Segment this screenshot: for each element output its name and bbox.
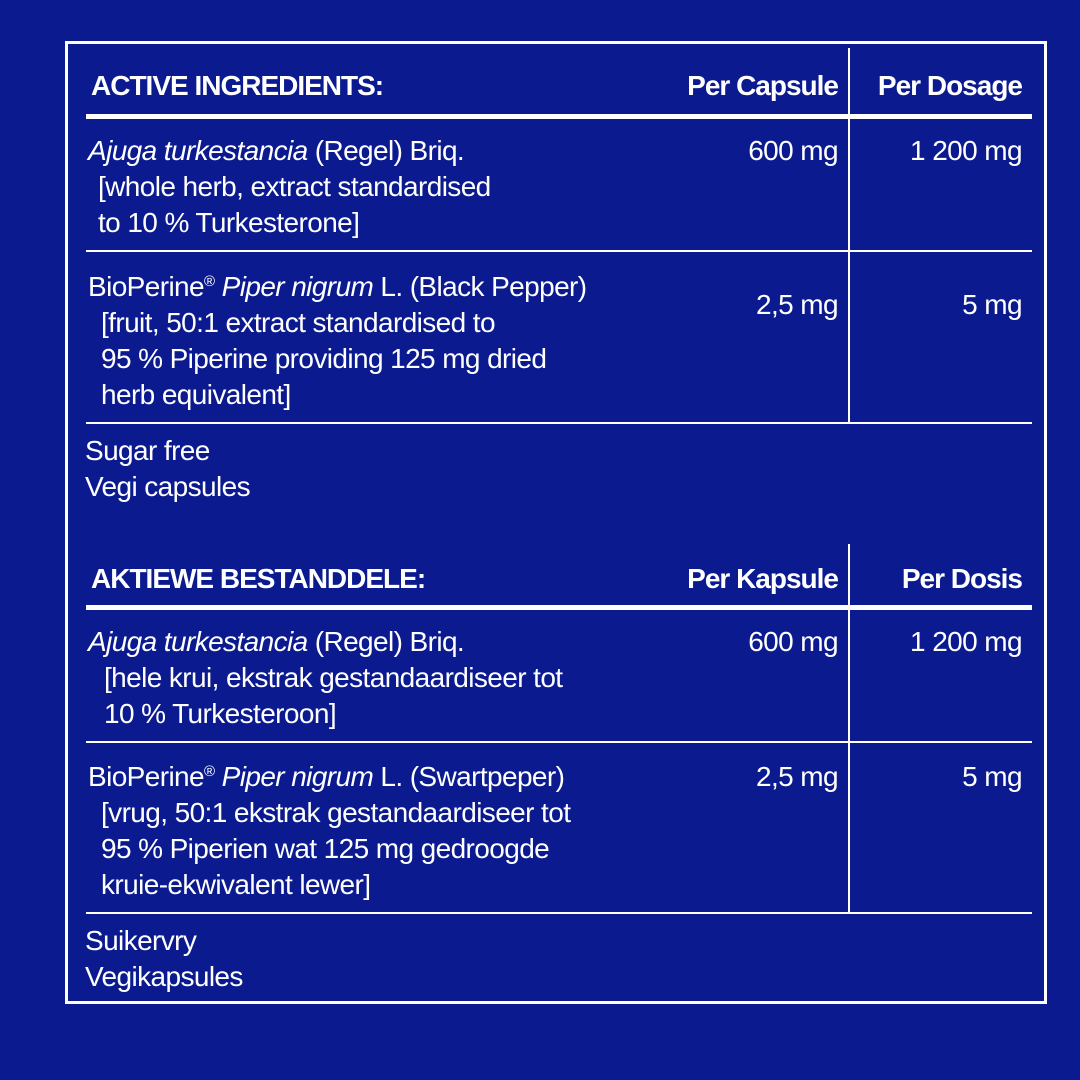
english-row-divider-1 bbox=[86, 250, 1032, 252]
english-col-per-dosage: Per Dosage bbox=[877, 70, 1022, 101]
english-note-2: Vegi capsules bbox=[85, 471, 250, 502]
afrikaans-row-2-name: BioPerine® Piper nigrum L. (Swartpeper) bbox=[88, 761, 565, 792]
afrikaans-row-1-name: Ajuga turkestancia (Regel) Briq. bbox=[88, 626, 465, 657]
english-row-2-detail-1: [fruit, 50:1 extract standardised to bbox=[101, 307, 495, 338]
afrikaans-col-per-dosis: Per Dosis bbox=[901, 563, 1022, 594]
afrikaans-note-2: Vegikapsules bbox=[85, 961, 243, 992]
afrikaans-row-2-detail-3: kruie-ekwivalent lewer] bbox=[101, 869, 371, 900]
afrikaans-column-divider bbox=[848, 544, 850, 914]
english-note-1: Sugar free bbox=[85, 435, 210, 466]
ingredients-panel bbox=[65, 41, 1047, 1004]
afrikaans-row-2-detail-2: 95 % Piperien wat 125 mg gedroogde bbox=[101, 833, 550, 864]
afrikaans-row-2-per-dose: 5 mg bbox=[962, 761, 1022, 792]
english-row-2-name: BioPerine® Piper nigrum L. (Black Pepper) bbox=[88, 271, 587, 302]
afrikaans-row-1-per-capsule: 600 mg bbox=[748, 626, 838, 657]
afrikaans-row-2-per-capsule: 2,5 mg bbox=[756, 761, 838, 792]
afrikaans-row-1-per-dose: 1 200 mg bbox=[910, 626, 1022, 657]
english-table-title: ACTIVE INGREDIENTS: bbox=[91, 70, 384, 101]
afrikaans-table-title: AKTIEWE BESTANDDELE: bbox=[91, 563, 426, 594]
afrikaans-col-per-kapsule: Per Kapsule bbox=[687, 563, 838, 594]
english-col-per-capsule: Per Capsule bbox=[687, 70, 838, 101]
afrikaans-header-rule bbox=[86, 605, 1032, 610]
afrikaans-note-1: Suikervry bbox=[85, 925, 197, 956]
english-header-rule bbox=[86, 114, 1032, 119]
afrikaans-row-2-detail-1: [vrug, 50:1 ekstrak gestandaardiseer tot bbox=[101, 797, 571, 828]
afrikaans-row-divider-2 bbox=[86, 912, 1032, 914]
english-row-2-per-dose: 5 mg bbox=[962, 289, 1022, 320]
english-row-1-per-capsule: 600 mg bbox=[748, 135, 838, 166]
afrikaans-row-divider-1 bbox=[86, 741, 1032, 743]
english-row-1-detail-2: to 10 % Turkesterone] bbox=[98, 207, 360, 238]
english-row-2-per-capsule: 2,5 mg bbox=[756, 289, 838, 320]
english-row-1-name: Ajuga turkestancia (Regel) Briq. bbox=[88, 135, 465, 166]
english-row-1-per-dose: 1 200 mg bbox=[910, 135, 1022, 166]
afrikaans-row-1-detail-2: 10 % Turkesteroon] bbox=[104, 698, 336, 729]
afrikaans-row-1-detail-1: [hele krui, ekstrak gestandaardiseer tot bbox=[104, 662, 563, 693]
english-row-divider-2 bbox=[86, 422, 1032, 424]
english-row-2-detail-2: 95 % Piperine providing 125 mg dried bbox=[101, 343, 547, 374]
english-row-2-detail-3: herb equivalent] bbox=[101, 379, 291, 410]
english-row-1-detail-1: [whole herb, extract standardised bbox=[98, 171, 491, 202]
english-column-divider bbox=[848, 48, 850, 424]
